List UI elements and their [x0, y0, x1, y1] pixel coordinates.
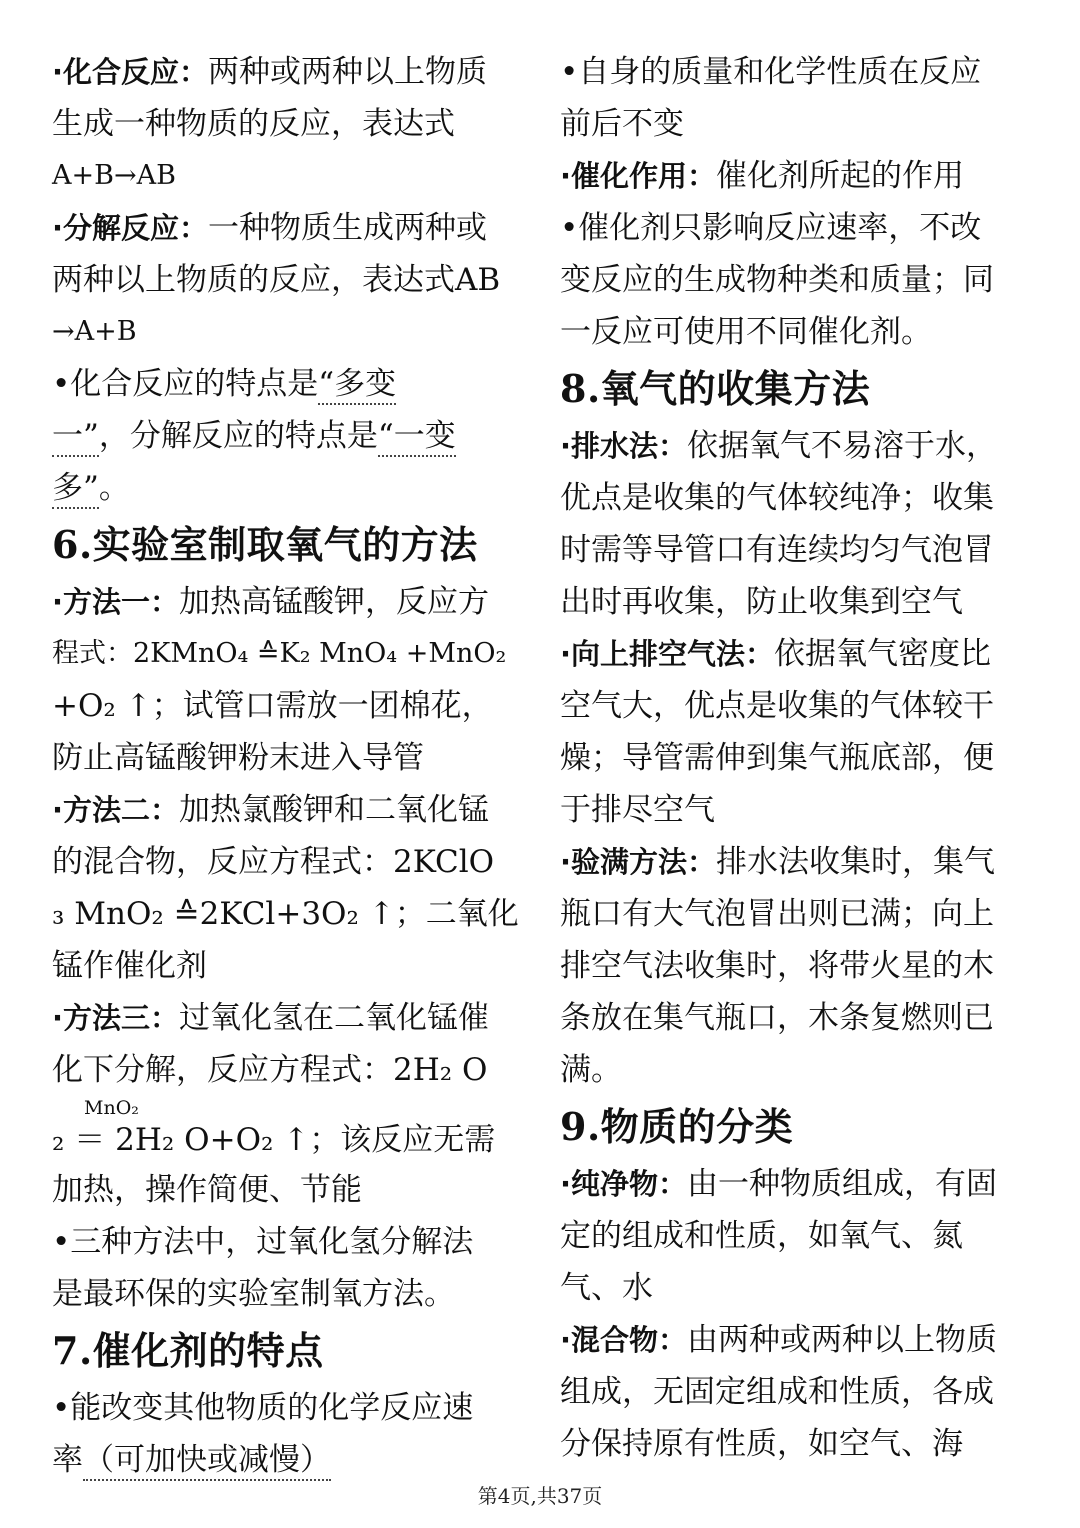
text-line [52, 202, 520, 254]
text-line [560, 628, 1028, 680]
equation-line: ₂ ＝ 2H₂ O+O₂ ↑；该反应无需 [52, 1122, 496, 1158]
text-span: 一种物质生成两种或 [208, 210, 488, 246]
text-line: 锰作催化剂 [52, 948, 207, 984]
text-span: 加热高锰酸钾，反应方 [179, 584, 490, 620]
text-line: +O₂ ↑；试管口需放一团棉花， [52, 688, 493, 724]
pure-substance-definition [560, 1158, 1028, 1314]
term-label: ·纯净物： [560, 1167, 688, 1201]
catalysis-definition [560, 150, 1028, 202]
catalyst-feature-unchanged [560, 46, 1028, 150]
method-one [52, 576, 520, 784]
text-line [560, 836, 1028, 888]
text-line [560, 420, 1028, 472]
text-span: 由一种物质组成，有固 [687, 1166, 998, 1202]
text-line: 加热，操作简便、节能 [52, 1172, 362, 1208]
method-two [52, 784, 520, 992]
definition-decomposition-reaction [52, 202, 520, 358]
text-line [560, 1314, 1028, 1366]
term-label: ·化合反应： [52, 55, 209, 89]
text-line: 满。 [560, 1052, 622, 1088]
text-span: 由两种或两种以上物质 [687, 1322, 998, 1358]
text-line: 燥；导管需伸到集气瓶底部，便 [560, 740, 994, 776]
text-line: 变反应的生成物种类和质量；同 [560, 262, 994, 298]
text-span: 过氧化氢在二氧化锰催 [179, 1000, 490, 1036]
text-line [52, 992, 520, 1044]
term-label: ·分解反应： [52, 211, 209, 245]
equation-line: 程式：2KMnO₄ ≙K₂ MnO₄ +MnO₂ [52, 638, 507, 669]
underlined-text: “多变 [318, 366, 396, 405]
collection-water-displacement [560, 420, 1028, 628]
text-span: 率 [52, 1442, 83, 1478]
catalyst-feature-rate-only [560, 202, 1028, 358]
text-line: 防止高锰酸钾粉末进入导管 [52, 740, 424, 776]
text-span: •化合反应的特点是 [52, 366, 319, 402]
text-line: 是最环保的实验室制氧方法。 [52, 1276, 455, 1312]
text-span: 排水法收集时，集气 [716, 844, 996, 880]
text-line: A+B→AB [52, 160, 176, 191]
term-label: ·方法一： [52, 585, 180, 619]
text-line [52, 410, 520, 462]
text-span: 加热氯酸钾和二氧化锰 [179, 792, 490, 828]
collection-upward-air-displacement [560, 628, 1028, 836]
text-line [52, 358, 520, 410]
text-span: ，分解反应的特点是 [98, 418, 378, 454]
text-line: 气、水 [560, 1270, 653, 1306]
catalyst-feature-rate [52, 1382, 520, 1486]
text-line: 排空气法收集时，将带火星的木 [560, 948, 994, 984]
underlined-text: 多” [52, 470, 99, 509]
text-line: 优点是收集的气体较纯净；收集 [560, 480, 994, 516]
full-check-method [560, 836, 1028, 1096]
text-span: 两种或两种以上物质 [208, 54, 488, 90]
text-line [560, 150, 1028, 202]
term-label: ·排水法： [560, 429, 688, 463]
text-span: 。 [98, 470, 130, 506]
underlined-text: 一” [52, 418, 99, 457]
text-line: 时需等导管口有连续均匀气泡冒 [560, 532, 994, 568]
text-line [52, 46, 520, 98]
text-line: 分保持原有性质，如空气、海 [560, 1426, 963, 1462]
text-line: 一反应可使用不同催化剂。 [560, 314, 932, 350]
term-label: ·混合物： [560, 1323, 688, 1357]
text-line: 两种以上物质的反应，表达式AB [52, 262, 501, 298]
text-line: •催化剂只影响反应速率，不改 [560, 210, 982, 246]
text-line: 于排尽空气 [560, 792, 715, 828]
text-line: 定的组成和性质，如氧气、氮 [560, 1218, 963, 1254]
text-span: 催化剂所起的作用 [716, 158, 965, 194]
text-line: •三种方法中，过氧化氢分解法 [52, 1224, 474, 1260]
methods-summary [52, 1216, 520, 1320]
text-line: →A+B [52, 316, 137, 347]
section-heading-8: 8.氧气的收集方法 [560, 366, 871, 411]
text-line: 空气大，优点是收集的气体较干 [560, 688, 994, 724]
text-line: 出时再收集，防止收集到空气 [560, 584, 963, 620]
term-label: ·催化作用： [560, 159, 717, 193]
method-three [52, 992, 520, 1216]
text-line: 生成一种物质的反应，表达式 [52, 106, 455, 142]
text-line [52, 462, 520, 514]
term-label: ·方法三： [52, 1001, 180, 1035]
text-line: 的混合物，反应方程式：2KClO [52, 844, 495, 880]
text-line: 条放在集气瓶口，木条复燃则已 [560, 1000, 994, 1036]
section-heading-6: 6.实验室制取氧气的方法 [52, 522, 478, 567]
text-line [52, 1434, 520, 1486]
underlined-text: “一变 [378, 418, 456, 457]
term-label: ·向上排空气法： [560, 637, 775, 671]
left-column [52, 46, 520, 1486]
term-label: ·验满方法： [560, 845, 717, 879]
text-line: 化下分解，反应方程式：2H₂ O [52, 1052, 488, 1088]
section-heading-7: 7.催化剂的特点 [52, 1328, 324, 1373]
term-label: ·方法二： [52, 793, 180, 827]
text-span: 依据氧气密度比 [774, 636, 992, 672]
page-number-footer: 第4页,共37页 [477, 1484, 603, 1508]
text-span: 依据氧气不易溶于水， [687, 428, 998, 464]
text-line [52, 784, 520, 836]
right-column [560, 46, 1028, 1470]
text-line: 前后不变 [560, 106, 684, 142]
text-line: •能改变其他物质的化学反应速 [52, 1390, 474, 1426]
text-line: 瓶口有大气泡冒出则已满；向上 [560, 896, 994, 932]
section-heading-9: 9.物质的分类 [560, 1104, 794, 1149]
text-line [560, 1158, 1028, 1210]
definition-combination-reaction [52, 46, 520, 202]
reaction-features-note [52, 358, 520, 514]
mixture-definition [560, 1314, 1028, 1470]
underlined-text: （可加快或减慢） [83, 1442, 331, 1481]
text-line [52, 576, 520, 628]
catalyst-superscript: MnO₂ [84, 1097, 139, 1119]
text-line: 组成，无固定组成和性质，各成 [560, 1374, 994, 1410]
text-line: •自身的质量和化学性质在反应 [560, 54, 982, 90]
equation-line: ₃ MnO₂ ≙2KCl+3O₂ ↑；二氧化 [52, 896, 519, 932]
